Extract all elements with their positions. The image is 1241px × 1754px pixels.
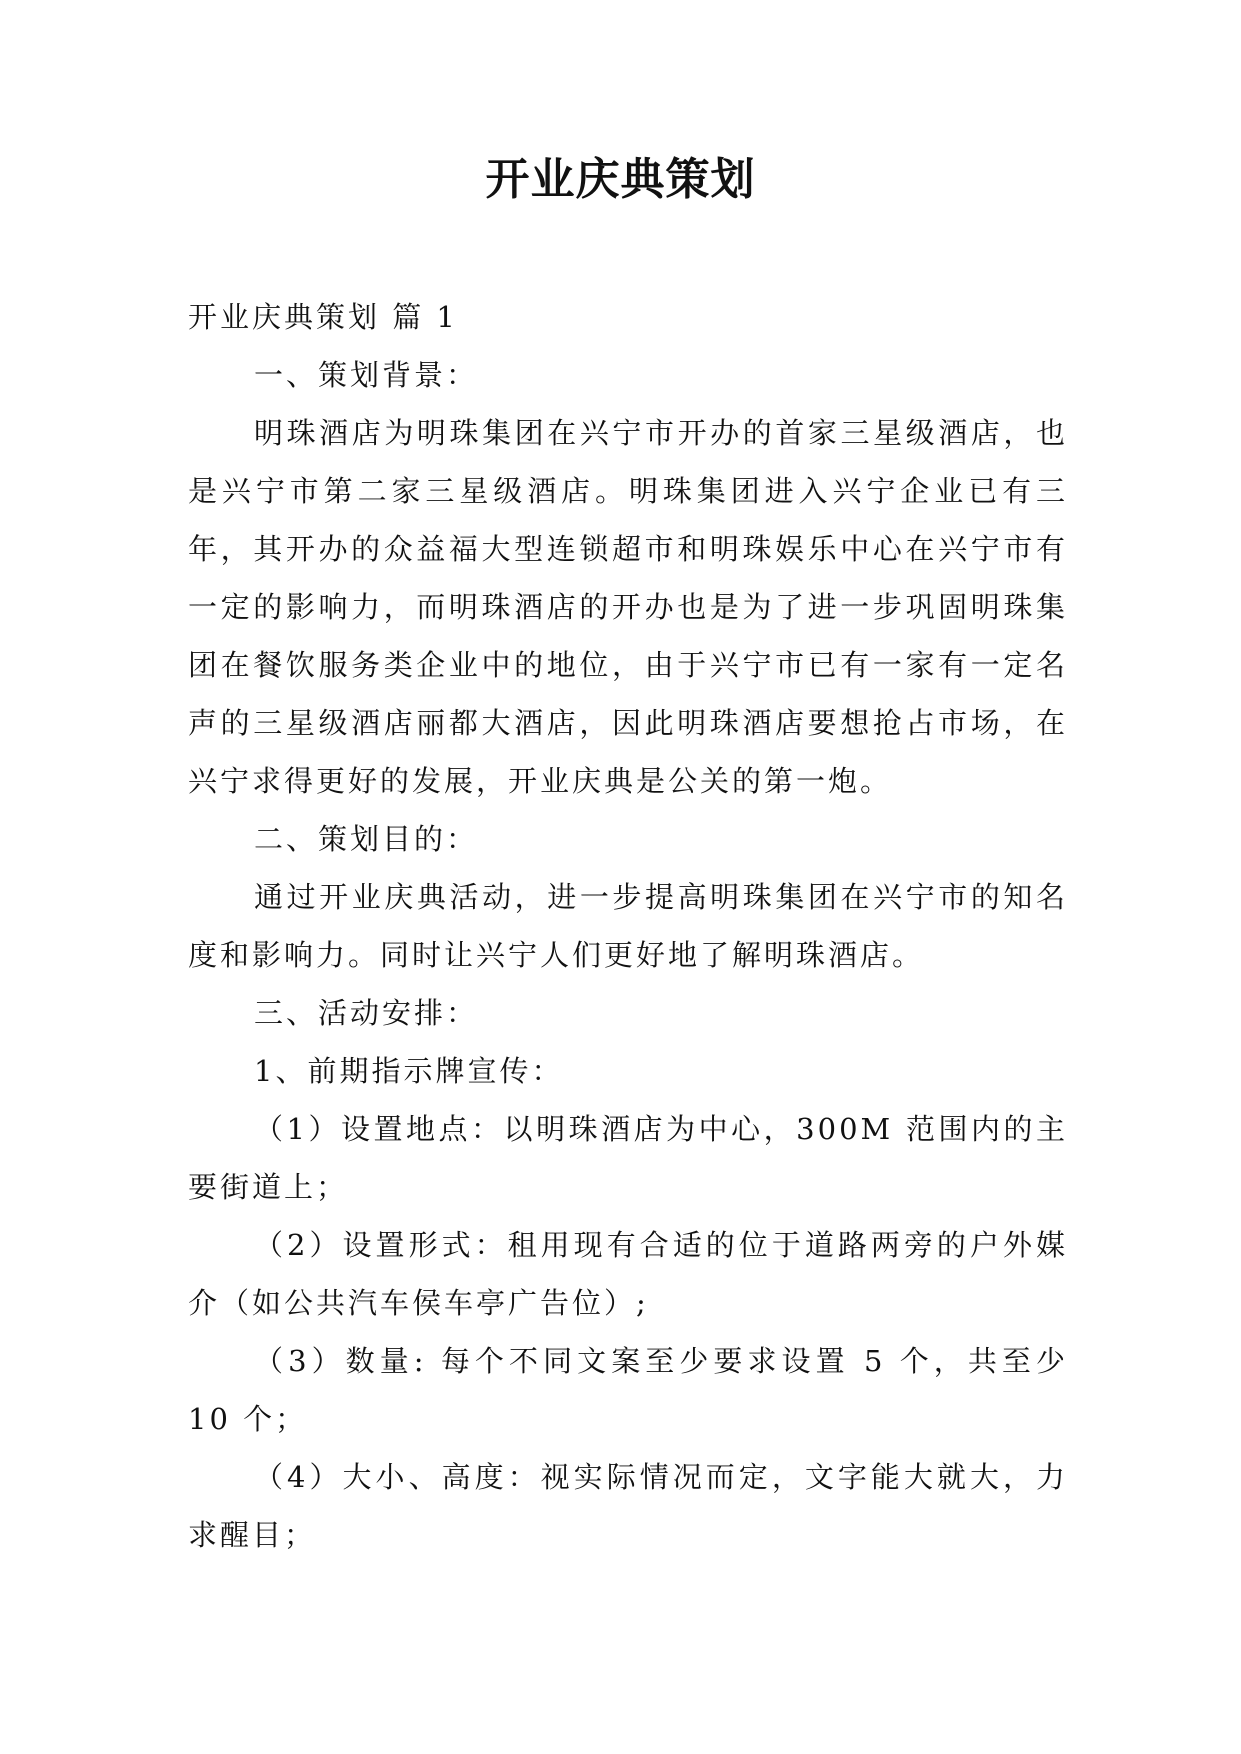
paragraph: 三、活动安排： [254, 996, 479, 1030]
paragraph: （4）大小、高度：视实际情况而定，文字能大就大，力求醒目； [188, 1460, 1068, 1552]
paragraph: （2）设置形式：租用现有合适的位于道路两旁的户外媒介（如公共汽车侯车亭广告位）; [188, 1228, 1068, 1320]
paragraph: （1）设置地点：以明珠酒店为中心，300M 范围内的主要街道上； [188, 1112, 1068, 1204]
paragraph: （3）数量: 每个不同文案至少要求设置 5 个，共至少 10 个； [188, 1344, 1068, 1436]
paragraph: 二、策划目的： [254, 822, 479, 856]
paragraph: 通过开业庆典活动，进一步提高明珠集团在兴宁市的知名度和影响力。同时让兴宁人们更好地了解明珠酒店。 [188, 880, 1068, 972]
paragraph: 1、前期指示牌宣传： [254, 1054, 564, 1088]
paragraph: 一、策划背景： [254, 358, 479, 392]
document-body [188, 288, 1068, 1564]
paragraph: 明珠酒店为明珠集团在兴宁市开办的首家三星级酒店，也是兴宁市第二家三星级酒店。明珠集团进入兴宁企业已有三年，其开办的众益福大型连锁超市和明珠娱乐中心在兴宁市有一定的影响力，而明珠酒店的开办也是为了进一步巩固明珠集团在餐饮服务类企业中的地位，由于兴宁市已有一家有一定名声的三星级酒店丽都大酒店，因此明珠酒店要想抢占市场，在兴宁求得更好的发展，开业庆典是公关的第一炮。 [188, 416, 1068, 798]
paragraph: 开业庆典策划 篇 1 [188, 300, 458, 334]
document-title: 开业庆典策划 [485, 154, 756, 205]
